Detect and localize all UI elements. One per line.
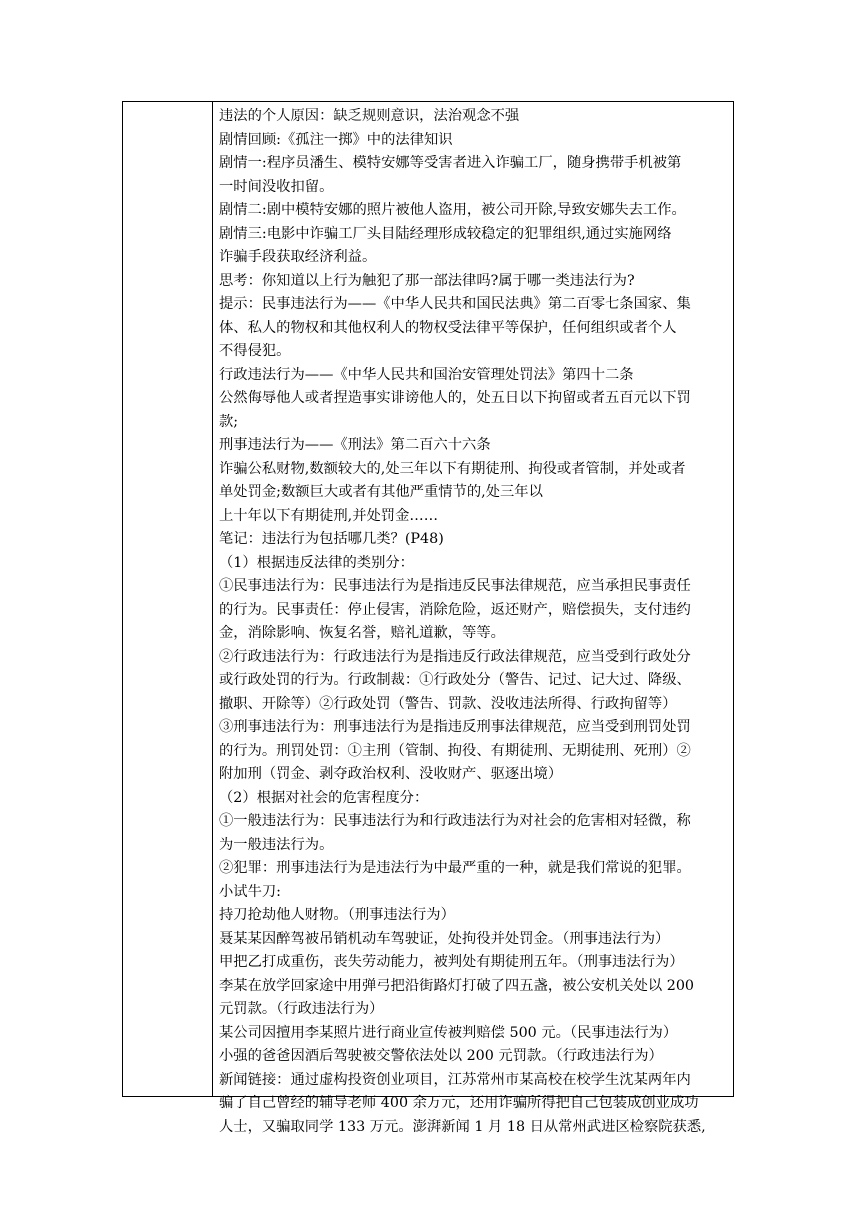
text-line: 金，消除影响、恢复名誉，赔礼道歉，等等。	[219, 625, 505, 641]
text-line: 人士，又骗取同学 133 万元。澎湃新闻 1 月 18 日从常州武进区检察院获悉,	[219, 1118, 706, 1135]
content-cell	[219, 105, 725, 1139]
text-line: （1）根据违反法律的类别分：	[219, 554, 414, 571]
text-line: 的行为。刑罚处罚：①主刑（管制、拘役、有期徒刑、无期徒刑、死刑）②	[219, 742, 691, 759]
text-line: 思考：你知道以上行为触犯了那一部法律吗?属于哪一类违法行为?	[219, 272, 635, 289]
text-line: 新闻链接：通过虚构投资创业项目，江苏常州市某高校在校学生沈某两年内	[219, 1071, 691, 1088]
text-line: 小试牛刀:	[219, 883, 282, 900]
text-line: 骗了自己曾经的辅导老师 400 余万元，还用诈骗所得把自己包装成创业成功	[219, 1095, 699, 1111]
left-column-cell	[123, 102, 213, 1096]
text-line: 剧情二:剧中模特安娜的照片被他人盗用，被公司开除,导致安娜失去工作。	[219, 202, 686, 218]
text-line: 的行为。民事责任：停止侵害，消除危险，返还财产，赔偿损失，支付违约	[219, 601, 691, 618]
text-line: ③刑事违法行为：刑事违法行为是指违反刑事法律规范，应当受到刑罚处罚	[219, 719, 691, 735]
text-line: 不得侵犯。	[219, 343, 291, 359]
text-line: 附加刑（罚金、剥夺政治权利、没收财产、驱逐出境）	[219, 766, 563, 782]
text-line: 某公司因擅用李某照片进行商业宣传被判赔偿 500 元。（民事违法行为）	[219, 1024, 678, 1041]
text-line: （2）根据对社会的危害程度分：	[219, 789, 429, 806]
text-line: 甲把乙打成重伤，丧失劳动能力，被判处有期徒刑五年。（刑事违法行为）	[219, 954, 684, 970]
text-line: 违法的个人原因：缺乏规则意识，法治观念不强	[219, 108, 520, 124]
text-line: 剧情一:程序员潘生、模特安娜等受害者进入诈骗工厂，随身携带手机被第	[219, 155, 682, 171]
text-line: 款;	[219, 413, 239, 430]
text-line: 李某在放学回家途中用弹弓把沿街路灯打破了四五盏，被公安机关处以 200	[219, 977, 695, 994]
text-line: 诈骗手段获取经济利益。	[219, 249, 377, 265]
text-line: 笔记：违法行为包括哪几类？(P48)	[219, 531, 444, 547]
text-line: 公然侮辱他人或者捏造事实诽谤他人的，处五日以下拘留或者五百元以下罚	[219, 390, 691, 406]
text-line: 行政违法行为——《中华人民共和国治安管理处罚法》第四十二条	[219, 366, 634, 383]
text-line: 单处罚金;数额巨大或者有其他严重情节的,处三年以	[219, 484, 543, 500]
text-line: 剧情回顾:《孤注一掷》中的法律知识	[219, 131, 453, 148]
content-table	[122, 101, 734, 1135]
text-line: 提示：民事违法行为——《中华人民共和国民法典》第二百零七条国家、集	[219, 296, 691, 312]
text-line: 体、私人的物权和其他权利人的物权受法律平等保护，任何组织或者个人	[219, 319, 677, 336]
text-line: 上十年以下有期徒刑,并处罚金……	[219, 507, 438, 524]
text-line: 持刀抢劫他人财物。（刑事违法行为）	[219, 907, 455, 923]
text-line: 元罚款。（行政违法行为）	[219, 1001, 384, 1017]
text-line: 诈骗公私财物,数额较大的,处三年以下有期徒刑、拘役或者管制，并处或者	[219, 460, 686, 477]
text-line: 一时间没收扣留。	[219, 178, 334, 195]
text-line: 撤职、开除等）②行政处罚（警告、罚款、没收违法所得、行政拘留等）	[219, 695, 677, 712]
text-line: 为一般违法行为。	[219, 836, 334, 853]
text-line: 或行政处罚的行为。行政制裁：①行政处分（警告、记过、记大过、降级、	[219, 672, 691, 688]
text-line: 小强的爸爸因酒后驾驶被交警依法处以 200 元罚款。（行政违法行为）	[219, 1048, 663, 1064]
text-line: 剧情三:电影中诈骗工厂头目陆经理形成较稳定的犯罪组织,通过实施网络	[219, 225, 672, 242]
text-line: 聂某某因醉驾被吊销机动车驾驶证，处拘役并处罚金。（刑事违法行为）	[219, 930, 670, 947]
text-line: ①一般违法行为：民事违法行为和行政违法行为对社会的危害相对轻微，称	[219, 813, 691, 829]
text-line: ①民事违法行为：民事违法行为是指违反民事法律规范，应当承担民事责任	[219, 578, 691, 594]
text-line: 刑事违法行为——《刑法》第二百六十六条	[219, 437, 491, 453]
text-line: ②行政违法行为：行政违法行为是指违反行政法律规范，应当受到行政处分	[219, 648, 691, 665]
text-line: ②犯罪：刑事违法行为是违法行为中最严重的一种，就是我们常说的犯罪。	[219, 860, 691, 876]
